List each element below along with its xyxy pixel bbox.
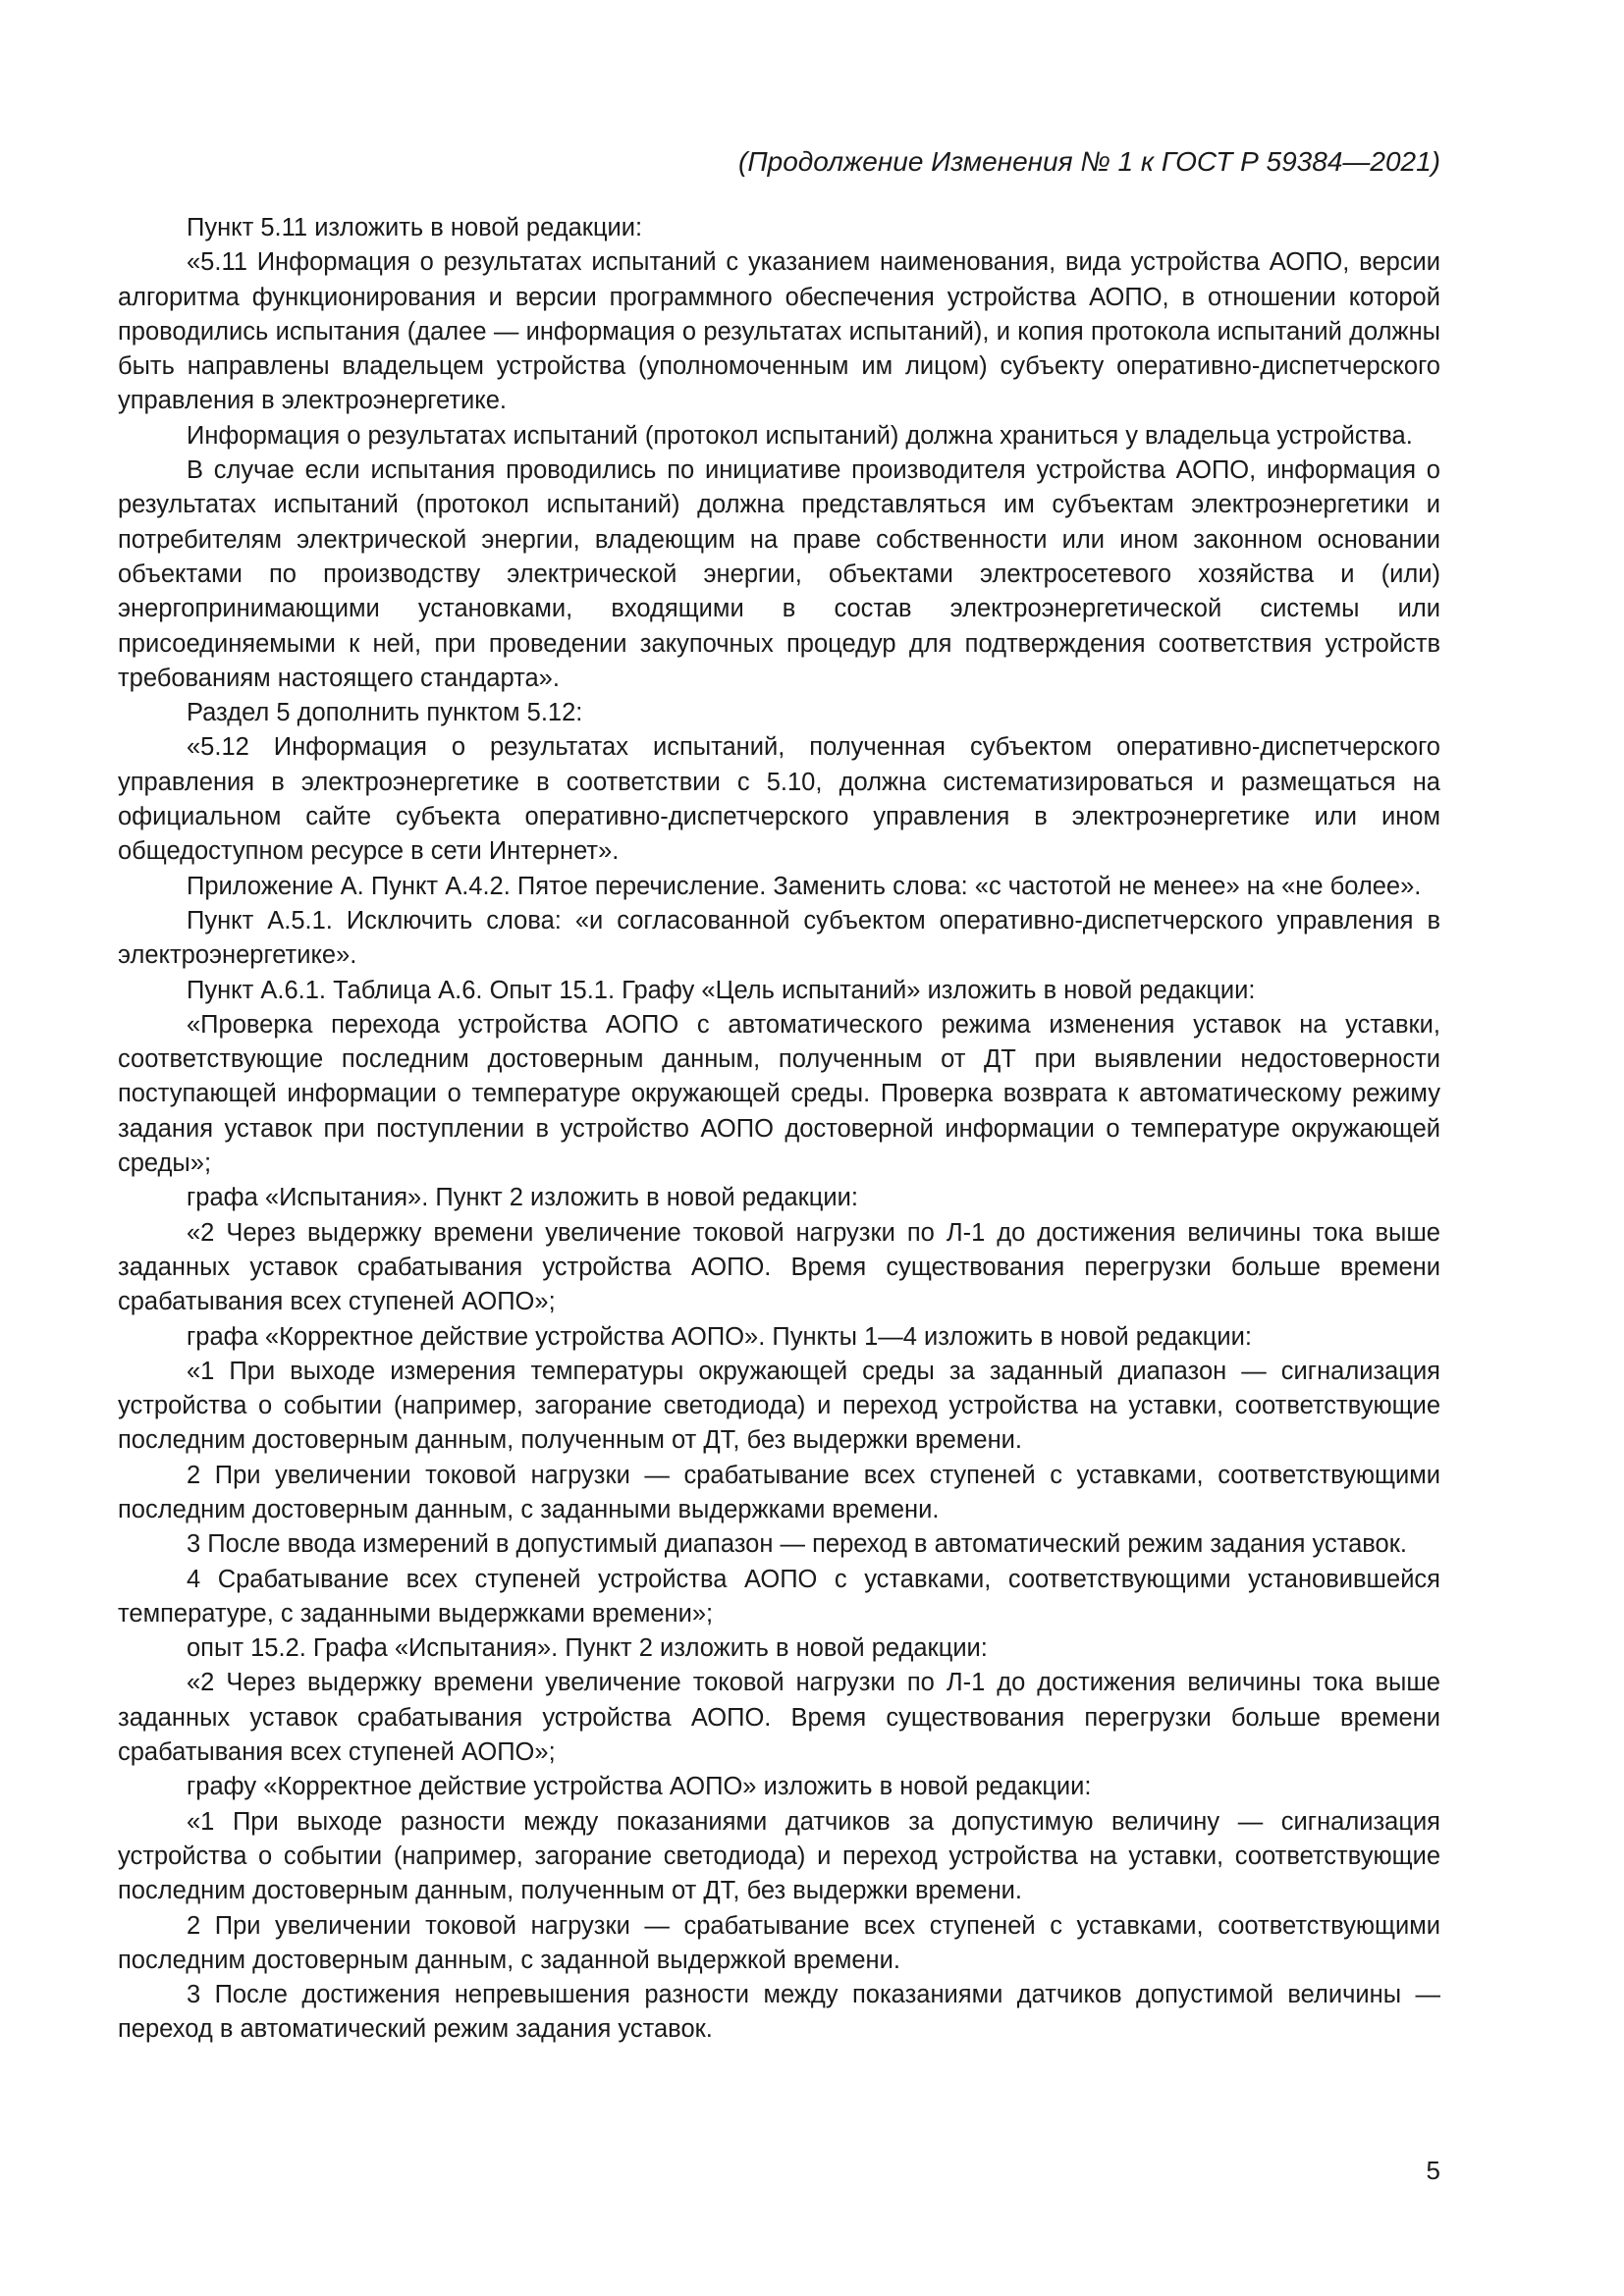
- paragraph: Пункт А.5.1. Исключить слова: «и согласованной субъектом оперативно-диспетчерского управления в электроэнергетике».: [118, 906, 1440, 970]
- paragraph: графа «Испытания». Пункт 2 изложить в новой редакции:: [187, 1184, 858, 1212]
- page-header-continuation: (Продолжение Изменения № 1 к ГОСТ Р 59384—2021): [738, 146, 1440, 177]
- paragraph: Пункт 5.11 изложить в новой редакции:: [187, 214, 643, 241]
- paragraph: опыт 15.2. Графа «Испытания». Пункт 2 изложить в новой редакции:: [187, 1634, 988, 1663]
- paragraph: 4 Срабатывание всех ступеней устройства АОПО с уставками, соответствующими установившейся температуре, с заданными выдержками времени»;: [118, 1565, 1440, 1628]
- paragraph: «2 Через выдержку времени увеличение токовой нагрузки по Л-1 до достижения величины тока выше заданных уставок срабатывания устройства АОПО. Время существования перегрузки больше времени срабатывания всех ступеней АОПО»;: [118, 1218, 1440, 1316]
- page-number: 5: [1426, 2156, 1440, 2185]
- paragraph: «5.12 Информация о результатах испытаний, полученная субъектом оперативно-диспетчерского управления в электроэнергетике в соответствии с 5.10, должна систематизироваться и размещаться на официальном сайте субъекта оперативно-диспетчерского управления в электроэнергетике или ином общедоступном ресурсе в сети Интернет».: [118, 733, 1440, 866]
- document-body: [118, 211, 1440, 2048]
- paragraph: Приложение А. Пункт А.4.2. Пятое перечисление. Заменить слова: «с частотой не менее» на «не более».: [187, 872, 1422, 900]
- paragraph: 2 При увеличении токовой нагрузки — срабатывание всех ступеней с уставками, соответствующими последним достоверным данным, с заданной выдержкой времени.: [118, 1911, 1440, 1974]
- paragraph: «1 При выходе измерения температуры окружающей среды за заданный диапазон — сигнализация устройства о событии (например, загорание светодиода) и переход устройства на уставки, соответствующие последним достоверным данным, полученным от ДТ, без выдержки времени.: [118, 1357, 1440, 1455]
- paragraph: «Проверка перехода устройства АОПО с автоматического режима изменения уставок на уставки, соответствующие последним достоверным данным, полученным от ДТ при выявлении недостоверности поступающей информации о температуре окружающей среды. Проверка возврата к автоматическому режиму задания уставок при поступлении в устройство АОПО достоверной информации о температуре окружающей среды»;: [118, 1010, 1440, 1178]
- paragraph: «5.11 Информация о результатах испытаний с указанием наименования, вида устройства АОПО, версии алгоритма функционирования и версии программного обеспечения устройства АОПО, в отношении которой проводились испытания (далее — информация о результатах испытаний), и копия протокола испытаний должны быть направлены владельцем устройства (уполномоченным им лицом) субъекту оперативно-диспетчерского управления в электроэнергетике.: [118, 248, 1440, 415]
- paragraph: графу «Корректное действие устройства АОПО» изложить в новой редакции:: [187, 1773, 1092, 1801]
- paragraph: Пункт А.6.1. Таблица А.6. Опыт 15.1. Графу «Цель испытаний» изложить в новой редакции:: [187, 976, 1256, 1004]
- paragraph: 2 При увеличении токовой нагрузки — срабатывание всех ступеней с уставками, соответствующими последним достоверным данным, с заданными выдержками времени.: [118, 1461, 1440, 1523]
- paragraph: 3 После ввода измерений в допустимый диапазон — переход в автоматический режим задания уставок.: [187, 1530, 1407, 1559]
- paragraph: 3 После достижения непревышения разности между показаниями датчиков допустимой величины — переход в автоматический режим задания уставок.: [118, 1981, 1440, 2044]
- paragraph: «1 При выходе разности между показаниями датчиков за допустимую величину — сигнализация устройства о событии (например, загорание светодиода) и переход устройства на уставки, соответствующие последним достоверным данным, полученным от ДТ, без выдержки времени.: [118, 1807, 1440, 1905]
- paragraph: Информация о результатах испытаний (протокол испытаний) должна храниться у владельца устройства.: [187, 421, 1413, 450]
- paragraph: Раздел 5 дополнить пунктом 5.12:: [187, 699, 583, 727]
- paragraph: В случае если испытания проводились по инициативе производителя устройства АОПО, информация о результатах испытаний (протокол испытаний) должна представляться им субъектам электроэнергетики и потребителям электрической энергии, владеющим на праве собственности или ином законном основании объектами по производству электрической энергии, объектами электросетевого хозяйства и (или) энергопринимающими установками, входящими в состав электроэнергетической системы или присоединяемыми к ней, при проведении закупочных процедур для подтверждения соответствия устройств требованиям настоящего стандарта».: [118, 456, 1440, 692]
- paragraph: графа «Корректное действие устройства АОПО». Пункты 1—4 изложить в новой редакции:: [187, 1322, 1252, 1351]
- paragraph: «2 Через выдержку времени увеличение токовой нагрузки по Л-1 до достижения величины тока выше заданных уставок срабатывания устройства АОПО. Время существования перегрузки больше времени срабатывания всех ступеней АОПО»;: [118, 1669, 1440, 1767]
